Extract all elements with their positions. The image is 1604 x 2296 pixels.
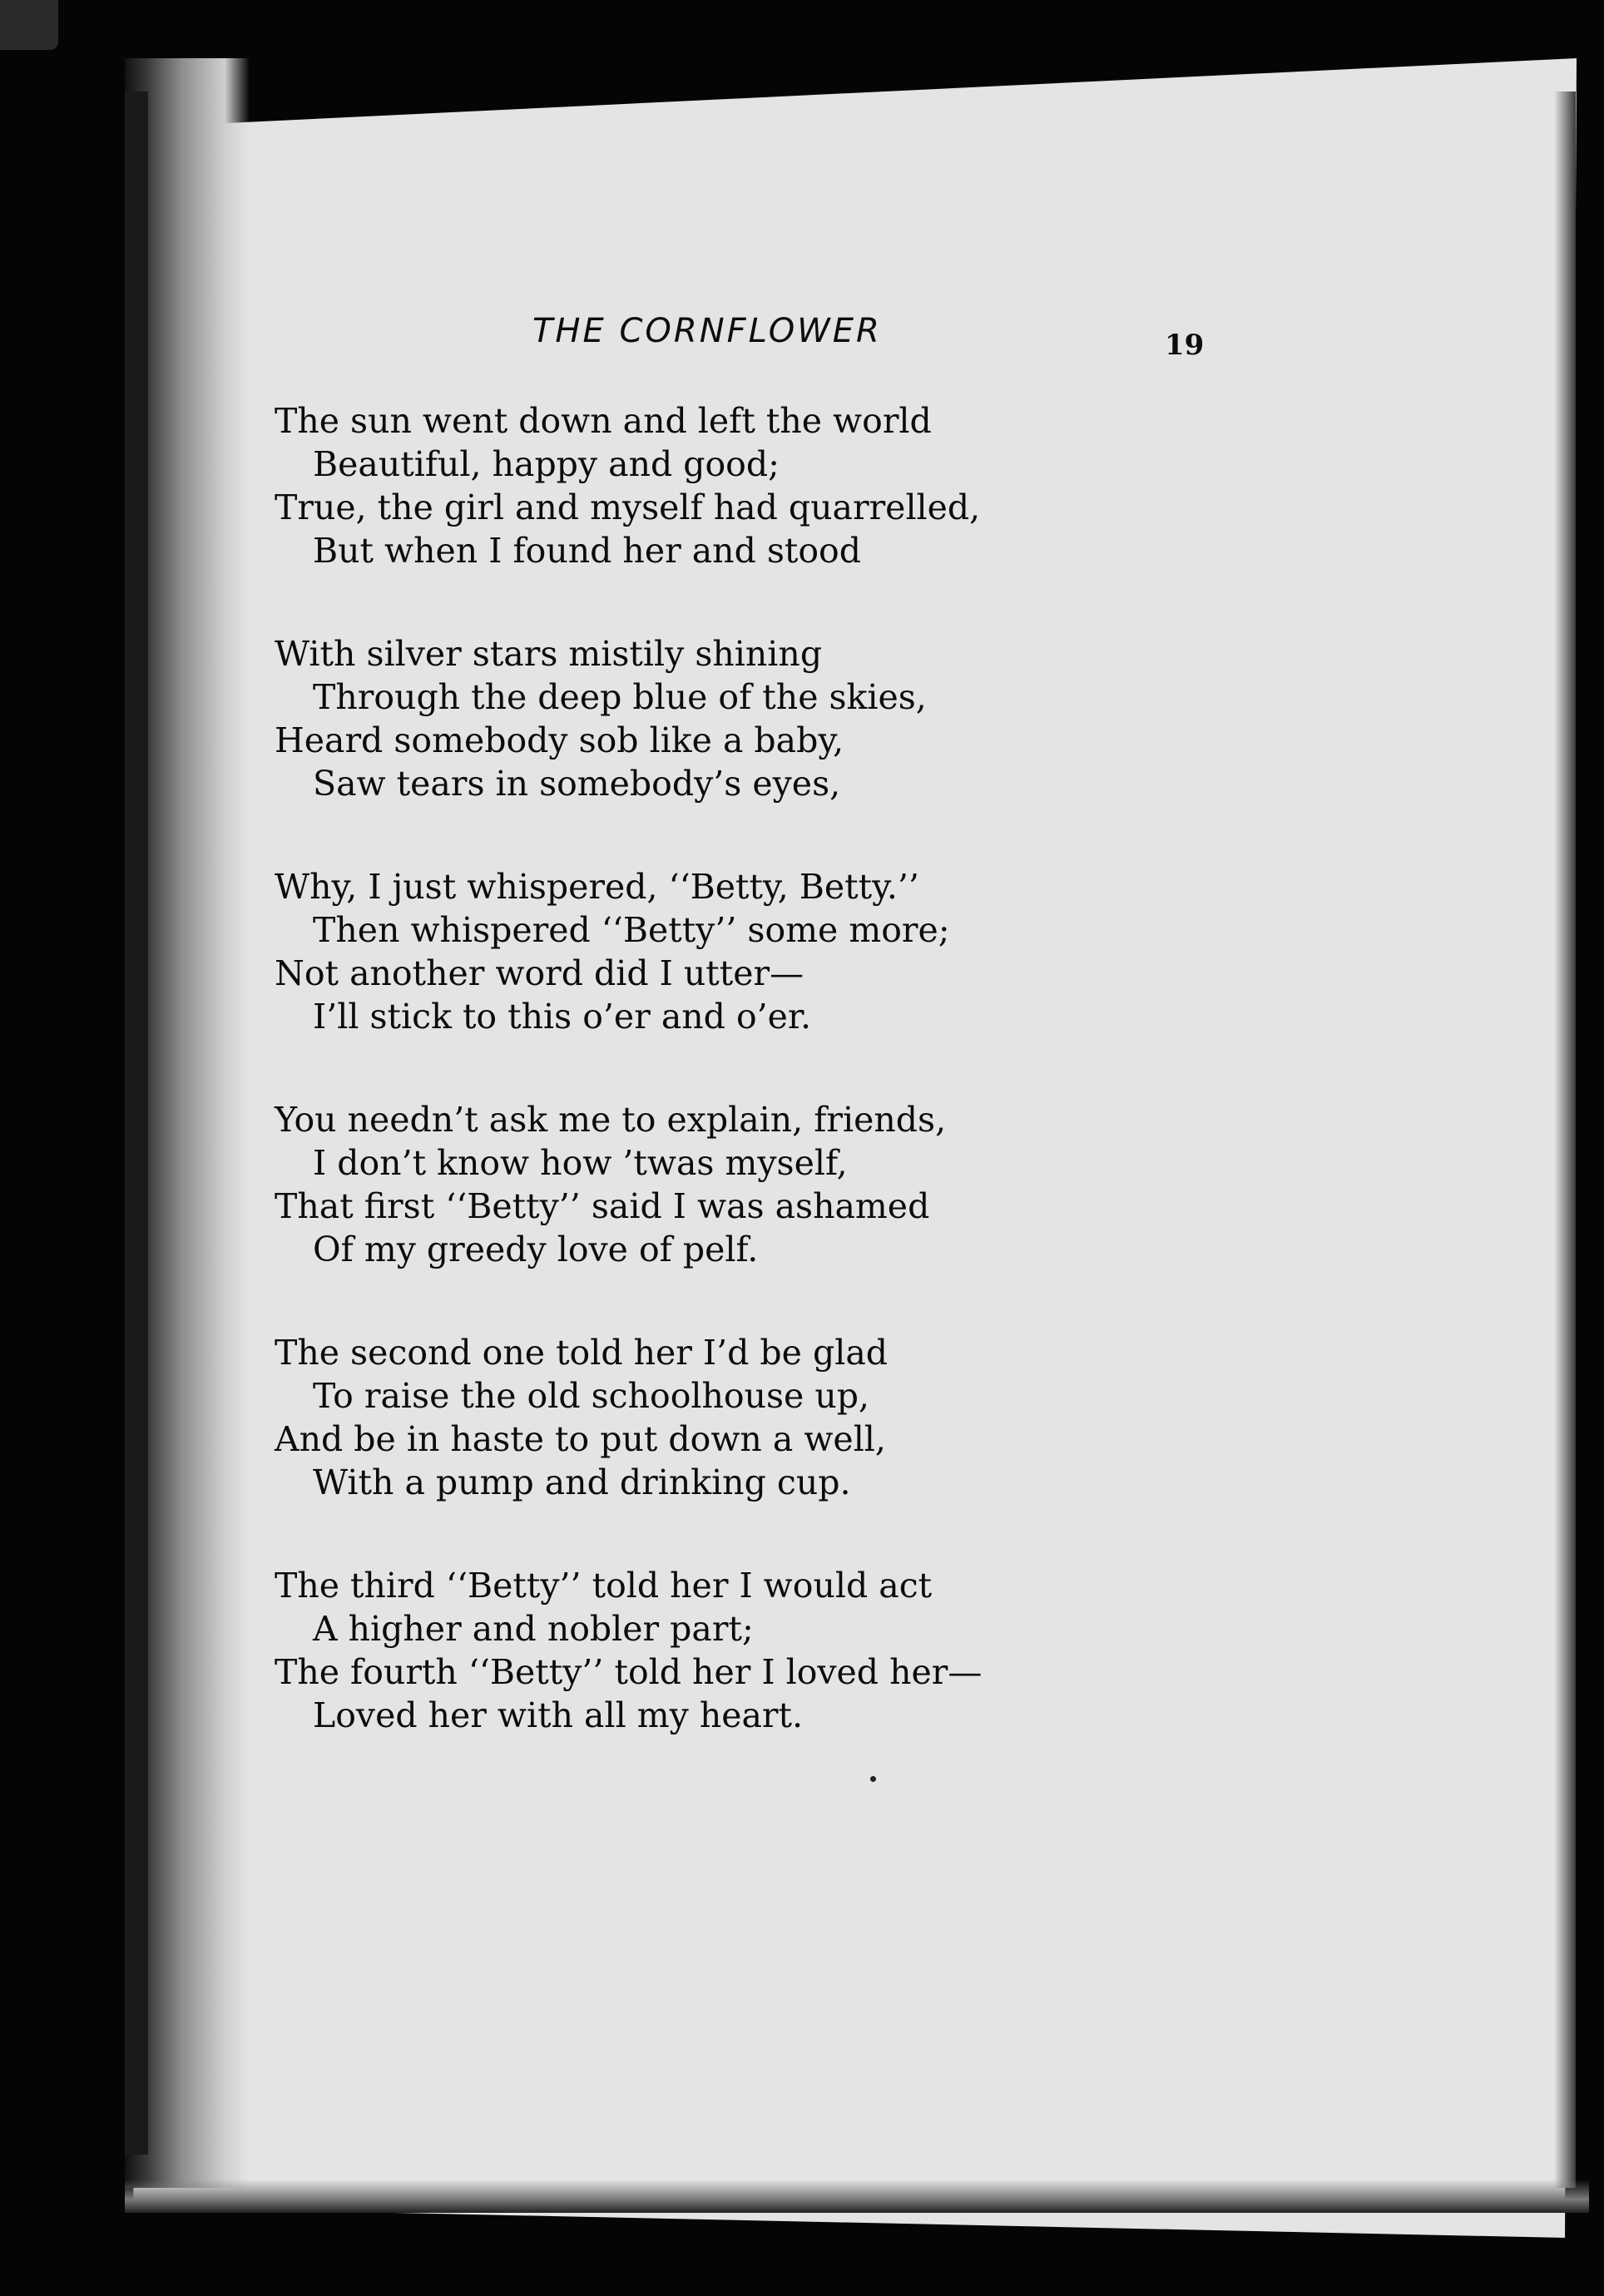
corner-tab <box>0 0 58 50</box>
stanza <box>275 1331 1106 1504</box>
poem-line: I’ll stick to this o’er and o’er. <box>313 997 812 1037</box>
stanza <box>275 1098 1106 1271</box>
page-bottom-edge <box>125 2180 1589 2213</box>
page-number: 19 <box>1165 329 1205 362</box>
end-dot-mark <box>870 1776 876 1782</box>
poem-line: Saw tears in somebody’s eyes, <box>313 764 841 804</box>
poem-line: With silver stars mistily shining <box>275 634 823 674</box>
stanza <box>275 865 1106 1038</box>
stanza <box>275 1564 1106 1737</box>
poem-line: Then whispered ‘‘Betty’’ some more; <box>313 910 950 950</box>
running-title: THE CORNFLOWER <box>532 312 882 350</box>
poem-line: But when I found her and stood <box>313 531 861 571</box>
running-header <box>532 312 1231 362</box>
poem-line: Not another word did I utter— <box>275 953 804 993</box>
poem-line: Of my greedy love of pelf. <box>313 1230 759 1269</box>
poem-line: The third ‘‘Betty’’ told her I would act <box>275 1566 933 1606</box>
poem-line: You needn’t ask me to explain, friends, <box>275 1100 947 1140</box>
page-right-edge <box>1554 92 1576 2188</box>
poem-line: A higher and nobler part; <box>313 1609 754 1649</box>
poem-line: The fourth ‘‘Betty’’ told her I loved her— <box>275 1652 983 1692</box>
poem-line: Heard somebody sob like a baby, <box>275 720 844 760</box>
poem-line: The second one told her I’d be glad <box>275 1333 889 1373</box>
poem-line: The sun went down and left the world <box>275 401 932 441</box>
stanza <box>275 399 1106 572</box>
poem-line: To raise the old schoolhouse up, <box>313 1376 870 1416</box>
stanza <box>275 632 1106 805</box>
poem-line: I don’t know how ’twas myself, <box>313 1143 848 1183</box>
poem-line: That first ‘‘Betty’’ said I was ashamed <box>275 1186 930 1226</box>
poem-body <box>275 399 1106 1797</box>
poem-line: Beautiful, happy and good; <box>313 444 780 484</box>
poem-line: And be in haste to put down a well, <box>275 1419 886 1459</box>
binding-gutter-edge <box>125 92 148 2155</box>
poem-line: Why, I just whispered, ‘‘Betty, Betty.’’ <box>275 867 919 907</box>
poem-line: Loved her with all my heart. <box>313 1695 804 1735</box>
poem-line: Through the deep blue of the skies, <box>313 677 927 717</box>
poem-line: True, the girl and myself had quarrelled, <box>275 487 981 527</box>
poem-line: With a pump and drinking cup. <box>313 1462 851 1502</box>
